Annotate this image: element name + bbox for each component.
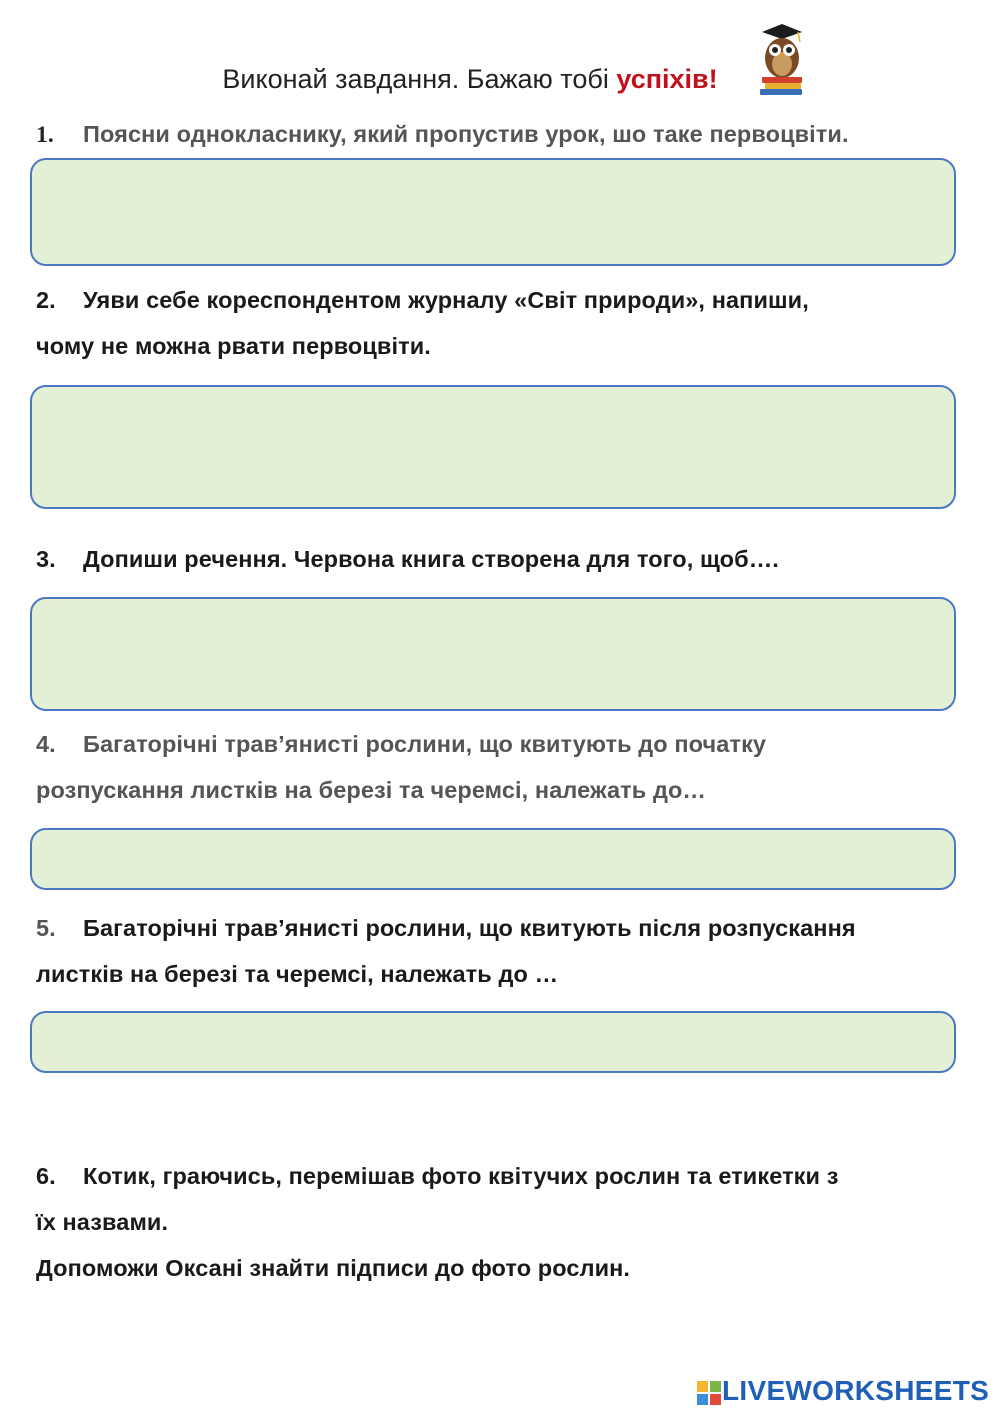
answer-field-2[interactable] xyxy=(30,385,956,509)
question-3 xyxy=(36,536,966,582)
question-6 xyxy=(36,1153,966,1291)
answer-field-1[interactable] xyxy=(30,158,956,266)
question-1 xyxy=(36,111,966,158)
question-text-line2: розпускання листків на березі та черемсі, належать до… xyxy=(36,777,707,803)
header-accent: успіхів! xyxy=(616,64,718,94)
answer-field-3[interactable] xyxy=(30,597,956,711)
liveworksheets-logo-icon xyxy=(697,1381,721,1405)
question-text-line1: Котик, граючись, перемішав фото квітучих рослин та етикетки з xyxy=(83,1163,839,1189)
question-text: Допиши речення. Червона книга створена для того, щоб…. xyxy=(83,546,779,572)
answer-field-5[interactable] xyxy=(30,1011,956,1073)
question-text-line1: Багаторічні трав’янисті рослини, що квитують до початку xyxy=(83,731,767,757)
question-text-line2: чому не можна рвати первоцвіти. xyxy=(36,333,431,359)
question-4 xyxy=(36,721,966,813)
question-text: Поясни однокласнику, який пропустив урок, шо таке первоцвіти. xyxy=(83,121,849,147)
question-text-line1: Уяви себе кореспондентом журналу «Світ природи», напиши, xyxy=(83,287,809,313)
question-text-line3: Допоможи Оксані знайти підписи до фото рослин. xyxy=(36,1255,631,1281)
question-number: 2. xyxy=(36,287,56,313)
question-number: 5. xyxy=(36,915,56,941)
question-text-line2: листків на березі та черемсі, належать до … xyxy=(36,961,559,987)
question-text-line1: Багаторічні трав’янисті рослини, що квитують після розпускання xyxy=(83,915,856,941)
answer-field-4[interactable] xyxy=(30,828,956,890)
question-number: 4. xyxy=(36,731,56,757)
owl-graduate-icon xyxy=(756,22,808,96)
question-number: 6. xyxy=(36,1163,56,1189)
header-text: Виконай завдання. Бажаю тобі xyxy=(222,64,617,94)
question-2 xyxy=(36,277,966,369)
liveworksheets-brand[interactable]: LIVEWORKSHEETS xyxy=(722,1375,990,1406)
question-text-line2: їх назвами. xyxy=(36,1209,169,1235)
question-number: 3. xyxy=(36,546,56,572)
question-number: 1. xyxy=(36,122,54,148)
question-5 xyxy=(36,905,966,997)
